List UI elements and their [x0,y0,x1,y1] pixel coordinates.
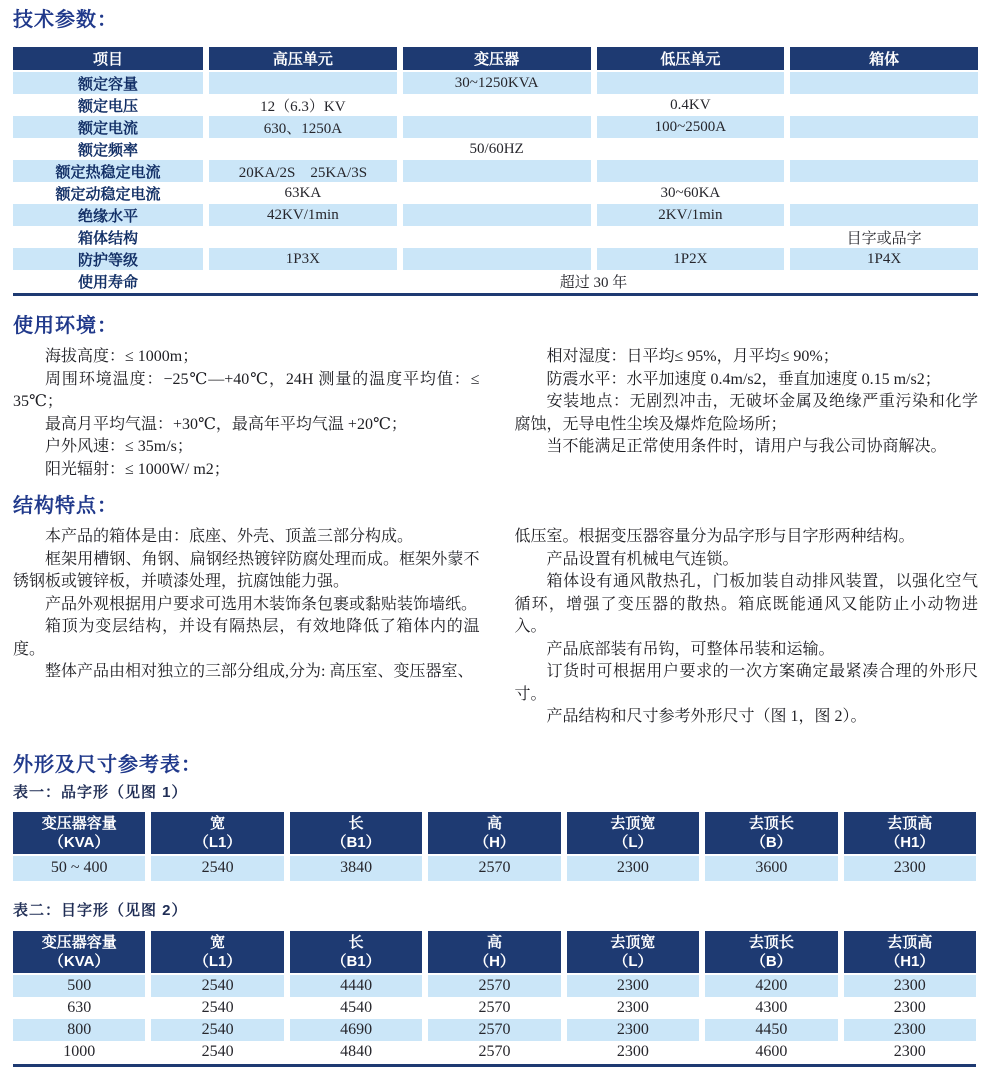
struct-paragraph: 整体产品由相对独立的三部分组成,分为: 高压室、变压器室、 [45,663,474,680]
cell-transformer: 30~1250KVA [403,72,591,94]
dim-table-eye-shape [13,931,976,1067]
dim-table2-row-630 [13,997,976,1019]
tech-header-hv-unit: 高压单元 [209,47,397,70]
cell-hv [209,72,397,94]
row-label: 绝缘水平 [13,204,203,226]
cell-enclosure: 1P4X [790,248,978,270]
dim-cell: 3840 [290,856,422,881]
struct-paragraph: 箱顶为变层结构，并设有隔热层，有效地降低了箱体内的温度。 [13,618,480,658]
row-label: 额定动稳定电流 [55,185,161,203]
cell-lv: 100~2500A [597,116,785,138]
structural-features-right-column [514,526,978,729]
dim-header-capacity: 变压器容量 （KVA） [13,812,145,854]
env-paragraph: 相对湿度：日平均≤ 95%，月平均≤ 90%； [546,348,839,365]
cell-lv: 30~60KA [660,184,721,201]
cell-hv [209,226,397,248]
cell-service-life-value: 超过 30 年 [559,274,628,291]
env-paragraph: 防震水平：水平加速度 0.4m/s2，垂直加速度 0.15 m/s2； [546,370,941,388]
dim-cell: 2570 [478,998,511,1016]
dim-cell: 2300 [893,1042,926,1060]
struct-paragraph: 本产品的箱体是由：底座、外壳、顶盖三部分构成。 [45,528,414,545]
dim-cell: 2300 [844,1019,976,1041]
dim-cell: 2570 [428,975,560,997]
dim-table1-caption: 表一：品字形（见图 1） [13,783,188,801]
dim-cell: 2300 [567,1019,699,1041]
env-paragraph: 最高月平均气温：+30℃，最高年平均气温 +20℃； [45,415,407,433]
structural-features-columns [13,526,978,729]
env-paragraph: 海拔高度：≤ 1000m； [45,348,199,365]
dim-table1-row [13,856,976,881]
cell-hv: 42KV/1min [209,204,397,226]
dim-header-height: 高 （H） [428,812,560,854]
struct-paragraph: 产品外观根据用户要求可选用木装饰条包裹或黏贴装饰墙纸。 [45,595,478,613]
row-label: 防护等级 [13,248,203,270]
dim-cell: 2540 [151,975,283,997]
env-paragraph: 阳光辐射：≤ 1000W/ m2； [45,460,230,478]
tech-header-enclosure: 箱体 [790,47,978,70]
dim-header-topless-length: 去顶长 （B） [705,812,837,854]
section-title-tech-params: 技术参数： [13,9,118,31]
dim-cell: 2540 [151,856,283,881]
dim-header-topless-width: 去顶宽 （L） [567,812,699,854]
dim-cell: 4440 [290,975,422,997]
dim-header-length: 长 （B1） [290,931,422,973]
dim-header-height: 高 （H） [428,931,560,973]
cell-lv: 2KV/1min [597,204,785,226]
dim-table2-bottom-rule [13,1064,976,1067]
dim-table2-row-500 [13,975,976,997]
row-label: 额定电压 [77,97,138,115]
dim-cell: 2540 [201,998,234,1016]
cell-lv: 0.4KV [670,96,711,113]
struct-paragraph: 产品底部装有吊钩，可整体吊装和运输。 [546,640,835,658]
dim-cell: 2300 [844,856,976,881]
dim-cell: 1000 [63,1042,96,1060]
cell-transformer [403,226,591,248]
row-label: 额定容量 [13,72,203,94]
env-paragraph: 户外风速：≤ 35m/s； [45,438,193,455]
dim-table2-row-800 [13,1019,976,1041]
tech-row-insulation-level [13,204,978,226]
struct-paragraph: 框架用槽钢、角钢、扁钢经热镀锌防腐处理而成。框架外蒙不锈钢板或镀锌板，并喷漆处理，抗腐蚀能力强。 [13,550,480,590]
cell-enclosure [790,94,978,116]
cell-transformer: 50/60HZ [469,140,524,157]
section-title-usage-environment: 使用环境： [13,315,118,337]
dim-cell: 4600 [755,1042,788,1060]
cell-enclosure [790,160,978,182]
dim-table2-caption: 表二：目字形（见图 2） [13,901,188,919]
cell-lv: 1P2X [597,248,785,270]
dim-header-width: 宽 （L1） [151,812,283,854]
cell-enclosure [790,138,978,160]
dim-cell: 2300 [567,856,699,881]
cell-lv [597,138,785,160]
dim-cell: 3600 [705,856,837,881]
tech-header-lv-unit: 低压单元 [597,47,785,70]
row-label: 使用寿命 [77,273,138,291]
tech-table-header-row [13,47,978,70]
dim-header-capacity: 变压器容量 （KVA） [13,931,145,973]
cell-enclosure: 目字或品字 [846,230,922,247]
structural-features-left-column [13,526,479,729]
usage-environment-left-column [13,346,479,481]
cell-hv: 63KA [284,184,322,201]
cell-enclosure [790,182,978,204]
dim-header-topless-height: 去顶高 （H1） [844,812,976,854]
tech-table-bottom-rule [13,293,978,296]
dim-header-length: 长 （B1） [290,812,422,854]
tech-row-service-life [13,270,978,292]
section-title-dimension-tables: 外形及尺寸参考表： [13,753,202,776]
usage-environment-columns [13,346,978,481]
row-label: 额定热稳定电流 [13,160,203,182]
dim-cell: 500 [13,975,145,997]
dim-cell: 2540 [151,1019,283,1041]
tech-row-protection-grade [13,248,978,270]
dim-header-width: 宽 （L1） [151,931,283,973]
env-paragraph: 当不能满足正常使用条件时，请用户与我公司协商解决。 [546,438,947,455]
dim-cell: 2570 [428,1019,560,1041]
tech-row-enclosure-structure [13,226,978,248]
cell-hv: 12（6.3）KV [260,98,346,115]
tech-header-transformer: 变压器 [403,47,591,70]
tech-row-thermal-stability-current [13,160,978,182]
cell-enclosure [790,116,978,138]
cell-transformer [403,248,591,270]
env-paragraph: 安装地点：无剧烈冲击，无破坏金属及绝缘严重污染和化学腐蚀，无导电性尘埃及爆炸危险场所； [514,393,978,433]
dim-cell: 2570 [428,856,560,881]
dim-cell: 4450 [705,1019,837,1041]
dim-cell: 630 [67,998,92,1016]
dim-cell: 2300 [844,975,976,997]
datasheet-page [0,8,990,1065]
dim-table2-header-row [13,931,976,973]
dim-table1-header-row [13,812,976,854]
tech-params-table [13,47,978,296]
tech-row-rated-capacity [13,72,978,94]
dim-cell: 2300 [616,1042,649,1060]
tech-row-rated-voltage [13,94,978,116]
cell-enclosure [790,204,978,226]
cell-hv [209,138,397,160]
dim-cell: 2300 [616,998,649,1016]
struct-paragraph: 产品结构和尺寸参考外形尺寸（图 1，图 2）。 [546,708,867,725]
dim-cell: 4300 [755,998,788,1016]
section-title-structural-features: 结构特点： [13,495,118,517]
dim-cell: 4690 [290,1019,422,1041]
cell-hv: 20KA/2S 25KA/3S [209,160,397,182]
dim-cell: 50 ~ 400 [13,856,145,881]
cell-transformer [403,204,591,226]
dim-header-topless-height: 去顶高 （H1） [844,931,976,973]
dim-cell: 4840 [340,1042,373,1060]
usage-environment-right-column [514,346,978,481]
row-label: 额定电流 [13,116,203,138]
cell-transformer [403,116,591,138]
cell-lv [597,160,785,182]
tech-row-rated-current [13,116,978,138]
dim-header-topless-width: 去顶宽 （L） [567,931,699,973]
cell-lv [597,72,785,94]
struct-paragraph: 产品设置有机械电气连锁。 [546,550,739,568]
struct-paragraph: 箱体设有通风散热孔，门板加装自动排风装置，以强化空气循环，增强了变压器的散热。箱底既能通风又能防止小动物进入。 [514,573,978,635]
dim-cell: 4200 [705,975,837,997]
cell-lv [597,226,785,248]
dim-cell: 2540 [201,1042,234,1060]
dim-cell: 2300 [893,998,926,1016]
dim-cell: 2570 [478,1042,511,1060]
cell-transformer [403,182,591,204]
dim-table2-row-1000 [13,1041,976,1063]
dim-table-pin-shape [13,812,976,881]
dim-cell: 4540 [340,998,373,1016]
cell-transformer [403,160,591,182]
dim-header-topless-length: 去顶长 （B） [705,931,837,973]
dim-cell: 2300 [567,975,699,997]
cell-transformer [403,94,591,116]
env-paragraph: 周围环境温度：−25℃—+40℃，24H 测量的温度平均值：≤ 35℃； [13,370,480,410]
cell-hv: 630、1250A [209,116,397,138]
dim-cell: 800 [13,1019,145,1041]
tech-header-item: 项目 [13,47,203,70]
struct-paragraph: 订货时可根据用户要求的一次方案确定最紧凑合理的外形尺寸。 [514,663,978,703]
tech-row-rated-frequency [13,138,978,160]
row-label: 箱体结构 [77,229,138,247]
tech-row-dynamic-stability-current [13,182,978,204]
row-label: 额定频率 [77,141,138,159]
cell-enclosure [790,72,978,94]
cell-hv: 1P3X [209,248,397,270]
struct-paragraph-continuation: 低压室。根据变压器容量分为品字形与目字形两种结构。 [514,528,915,545]
